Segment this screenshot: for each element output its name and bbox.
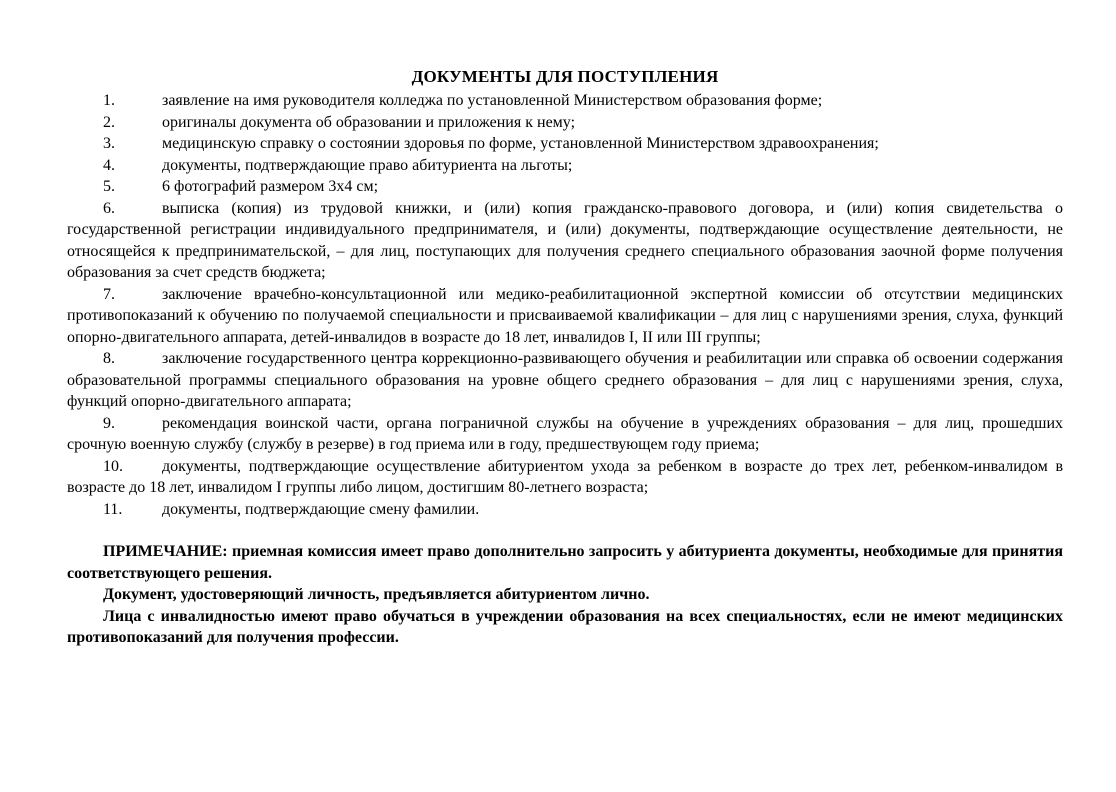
list-item-number: 7. bbox=[103, 285, 115, 303]
list-item-text: 6 фотографий размером 3х4 см; bbox=[162, 178, 379, 195]
note-paragraph: Лица с инвалидностью имеют право обучаться в учреждении образования на всех специальностях, если не имеют медицинских противопоказаний для получения профессии. bbox=[67, 607, 1063, 646]
list-item-text: заключение государственного центра коррекционно-развивающего обучения и реабилитации или справка об освоении содержания образовательной программы специального образования на уровне общего среднего образования – для лиц с нарушениями зрения, слуха, функций опорно-двигательного аппарата; bbox=[67, 350, 1063, 410]
list-item bbox=[67, 112, 1063, 134]
list-item-number: 2. bbox=[103, 113, 115, 131]
list-item-number: 8. bbox=[103, 350, 115, 367]
list-item-number: 9. bbox=[103, 414, 115, 432]
document-title: ДОКУМЕНТЫ ДЛЯ ПОСТУПЛЕНИЯ bbox=[411, 67, 719, 86]
list-item-text: документы, подтверждающие осуществление абитуриентом ухода за ребенком в возрасте до трех лет, ребенком-инвалидом в возрасте до 18 лет, инвалидом I группы либо лицом, достигшим 80-летнего возраста; bbox=[67, 457, 1063, 496]
list-item-text: документы, подтверждающие право абитуриента на льготы; bbox=[162, 156, 573, 174]
list-item bbox=[67, 456, 1063, 499]
list-item-number: 11. bbox=[103, 500, 123, 518]
list-item-text: выписка (копия) из трудовой книжки, и (или) копия гражданско-правового договора, и (или) копия свидетельства о государственной регистрации индивидуального предпринимателя, и (или) документы, подтверждающие осуществление деятельности, не относящейся к предпринимательской, – для лиц, поступающих для получения среднего специального образования заочной форме получения образования за счет средств бюджета; bbox=[67, 199, 1063, 281]
note-paragraph: Документ, удостоверяющий личность, предъявляется абитуриентом лично. bbox=[103, 586, 650, 603]
list-item-text: медицинскую справку о состоянии здоровья по форме, установленной Министерством здравоохранения; bbox=[162, 135, 879, 152]
list-item-text: заявление на имя руководителя колледжа по установленной Министерством образования форме; bbox=[162, 92, 823, 109]
list-item-number: 6. bbox=[103, 199, 115, 217]
list-item-number: 1. bbox=[103, 92, 115, 109]
list-item-text: рекомендация воинской части, органа пограничной службы на обучение в учреждениях образования – для лиц, прошедших срочную военную службу (службу в резерве) в год приема или в году, предшествующем году приема; bbox=[67, 414, 1063, 453]
list-item bbox=[67, 284, 1063, 349]
document-page bbox=[67, 66, 1063, 649]
list-item bbox=[67, 499, 1063, 521]
list-item bbox=[67, 176, 1063, 198]
list-item bbox=[67, 413, 1063, 456]
list-item bbox=[67, 198, 1063, 284]
list-item-text: документы, подтверждающие смену фамилии. bbox=[162, 500, 480, 518]
list-item bbox=[67, 155, 1063, 177]
list-item bbox=[67, 133, 1063, 155]
list-item-number: 4. bbox=[103, 156, 115, 174]
notes-section bbox=[67, 541, 1063, 649]
list-item-text: оригиналы документа об образовании и приложения к нему; bbox=[162, 113, 576, 131]
note-paragraph: ПРИМЕЧАНИЕ: приемная комиссия имеет право дополнительно запросить у абитуриента документы, необходимые для принятия соответствующего решения. bbox=[67, 543, 1063, 582]
list-item-number: 10. bbox=[103, 457, 123, 475]
documents-list bbox=[67, 90, 1063, 520]
list-item-number: 3. bbox=[103, 135, 115, 152]
list-item-number: 5. bbox=[103, 178, 115, 195]
list-item bbox=[67, 348, 1063, 413]
list-item-text: заключение врачебно-консультационной или медико-реабилитационной экспертной комиссии об отсутствии медицинских противопоказаний к обучению по получаемой специальности и присваиваемой квалификации – для лиц с нарушениями зрения, слуха, функций опорно-двигательного аппарата, детей-инвалидов в возрасте до 18 лет, инвалидов I, II или III группы; bbox=[67, 285, 1063, 346]
list-item bbox=[67, 90, 1063, 112]
